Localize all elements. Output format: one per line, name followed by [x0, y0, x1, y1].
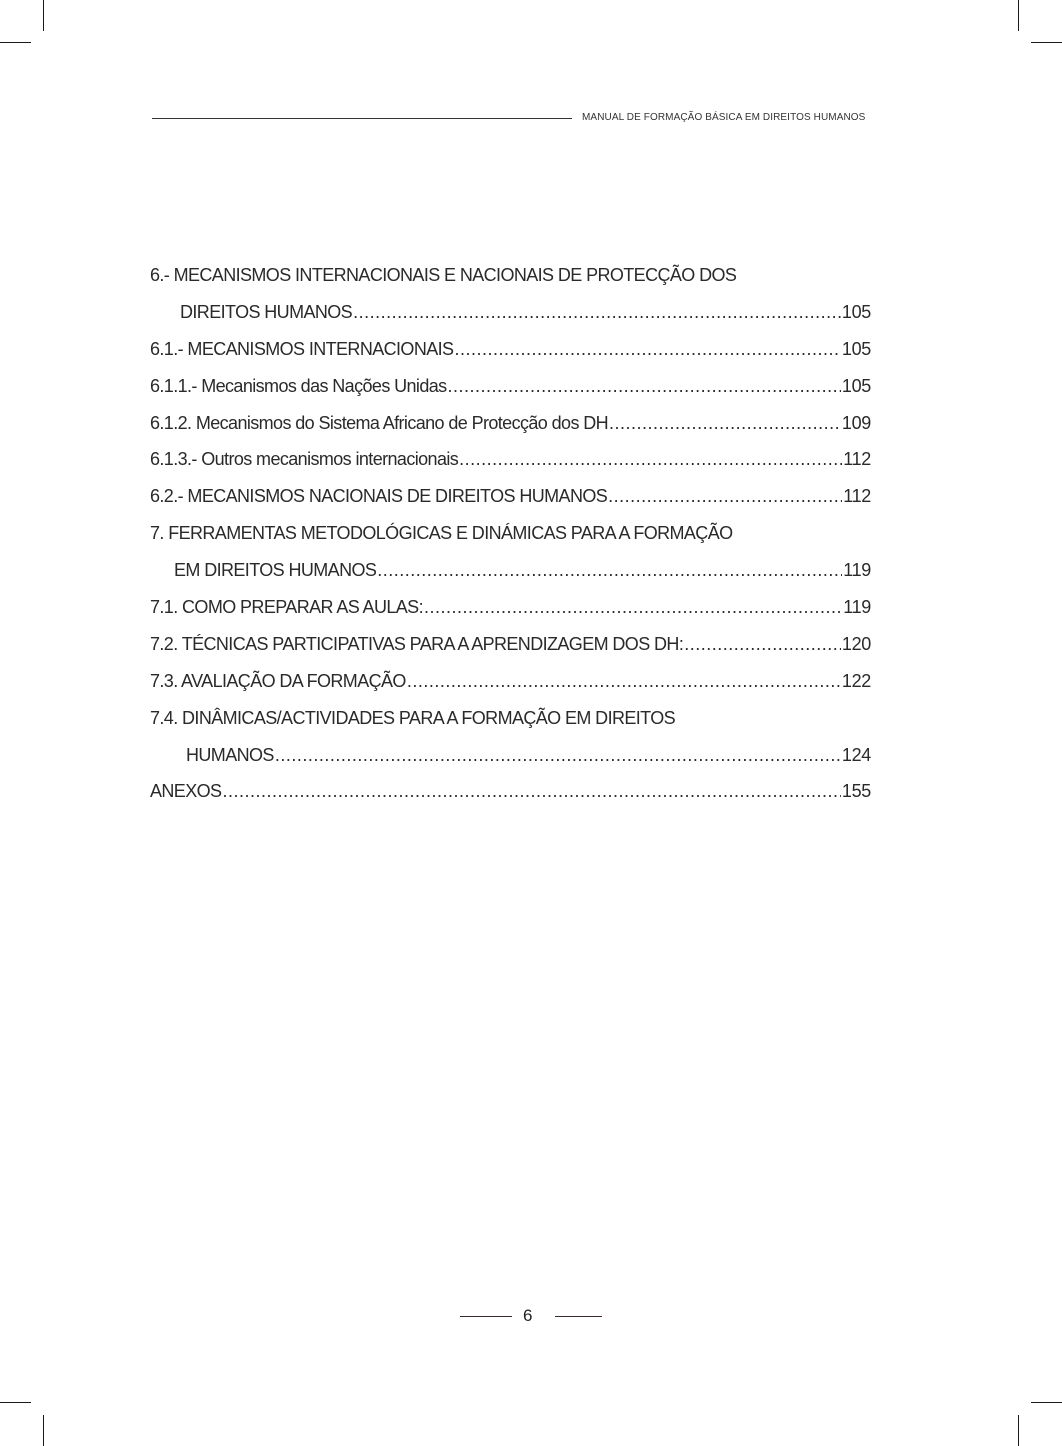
dot-leader	[407, 669, 841, 693]
dot-leader	[684, 632, 841, 656]
toc-entry[interactable]	[150, 447, 871, 484]
crop-mark-bottom-right-vertical	[1018, 1415, 1019, 1446]
toc-entry[interactable]	[150, 411, 871, 448]
toc-entry-heading	[150, 706, 871, 743]
footer-rule-right	[555, 1316, 602, 1317]
toc-entry-page: 105	[841, 375, 871, 396]
toc-entry-heading	[150, 521, 871, 558]
toc-entry-label: 7. FERRAMENTAS METODOLÓGICAS E DINÁMICAS PARA A FORMAÇÃO	[150, 523, 733, 544]
toc-entry-label: ANEXOS	[150, 781, 222, 802]
footer-rule-left	[460, 1316, 512, 1317]
toc-entry-label: EM DIREITOS HUMANOS	[174, 560, 377, 581]
toc-entry-label: HUMANOS	[186, 744, 274, 765]
crop-mark-top-left-vertical	[43, 0, 44, 31]
toc-entry-label: 7.4. DINÂMICAS/ACTIVIDADES PARA A FORMAÇÃO EM DIREITOS	[150, 707, 676, 728]
toc-entry-page: 155	[841, 781, 871, 802]
dot-leader	[609, 411, 841, 435]
toc-entry[interactable]	[150, 669, 871, 706]
dot-leader	[448, 374, 841, 398]
toc-entry-label: 6.2.- MECANISMOS NACIONAIS DE DIREITOS HUMANOS	[150, 486, 608, 507]
dot-leader	[353, 300, 841, 324]
crop-mark-bottom-left-horizontal	[0, 1402, 31, 1403]
toc-entry-label: 6.1.3.- Outros mecanismos internacionais	[150, 449, 459, 470]
toc-entry-page: 105	[841, 338, 871, 359]
dot-leader	[454, 337, 840, 361]
toc-entry-page: 119	[843, 560, 871, 581]
toc-entry[interactable]	[150, 779, 871, 816]
dot-leader	[424, 595, 842, 619]
dot-leader	[275, 743, 841, 767]
toc-entry[interactable]	[150, 743, 871, 780]
toc-entry-label: 7.3. AVALIAÇÃO DA FORMAÇÃO	[150, 670, 406, 691]
toc-entry-label: 7.1. COMO PREPARAR AS AULAS:	[150, 597, 423, 618]
toc-entry-page: 122	[841, 670, 871, 691]
header-rule	[152, 118, 572, 119]
toc-entry-page: 112	[843, 449, 871, 470]
toc-entry[interactable]	[150, 558, 871, 595]
toc-entry[interactable]	[150, 300, 871, 337]
page-number: 6	[523, 1306, 533, 1325]
crop-mark-bottom-left-vertical	[43, 1415, 44, 1446]
toc-entry[interactable]	[150, 374, 871, 411]
crop-mark-top-right-vertical	[1018, 0, 1019, 31]
dot-leader	[459, 447, 842, 471]
toc-entry-label: 6.1.- MECANISMOS INTERNACIONAIS	[150, 338, 454, 359]
toc-entry-page: 120	[841, 633, 871, 654]
toc-entry[interactable]	[150, 595, 871, 632]
toc-entry-page: 119	[843, 597, 871, 618]
toc-entry-page: 105	[841, 301, 871, 322]
toc-entry[interactable]	[150, 484, 871, 521]
crop-mark-top-left-horizontal	[0, 42, 31, 43]
toc-entry-heading	[150, 263, 871, 300]
toc-entry-label: DIREITOS HUMANOS	[180, 301, 353, 322]
toc-entry-page: 109	[841, 412, 871, 433]
crop-mark-bottom-right-horizontal	[1031, 1402, 1062, 1403]
running-header-title: MANUAL DE FORMAÇÃO BÁSICA EM DIREITOS HUMANOS	[582, 112, 866, 123]
toc-entry-label: 6.1.2. Mecanismos do Sistema Africano de Protecção dos DH	[150, 412, 609, 433]
crop-mark-top-right-horizontal	[1031, 42, 1062, 43]
toc-entry[interactable]	[150, 632, 871, 669]
toc-entry-page: 112	[843, 486, 871, 507]
toc-entry-page: 124	[841, 744, 871, 765]
toc-entry-label: 6.1.1.- Mecanismos das Nações Unidas	[150, 375, 447, 396]
dot-leader	[608, 484, 842, 508]
table-of-contents	[150, 263, 871, 816]
toc-entry-label: 7.2. TÉCNICAS PARTICIPATIVAS PARA A APRENDIZAGEM DOS DH:	[150, 633, 684, 654]
toc-entry[interactable]	[150, 337, 871, 374]
dot-leader	[377, 558, 842, 582]
toc-entry-label: 6.- MECANISMOS INTERNACIONAIS E NACIONAIS DE PROTECÇÃO DOS	[150, 265, 737, 285]
dot-leader	[222, 779, 840, 803]
